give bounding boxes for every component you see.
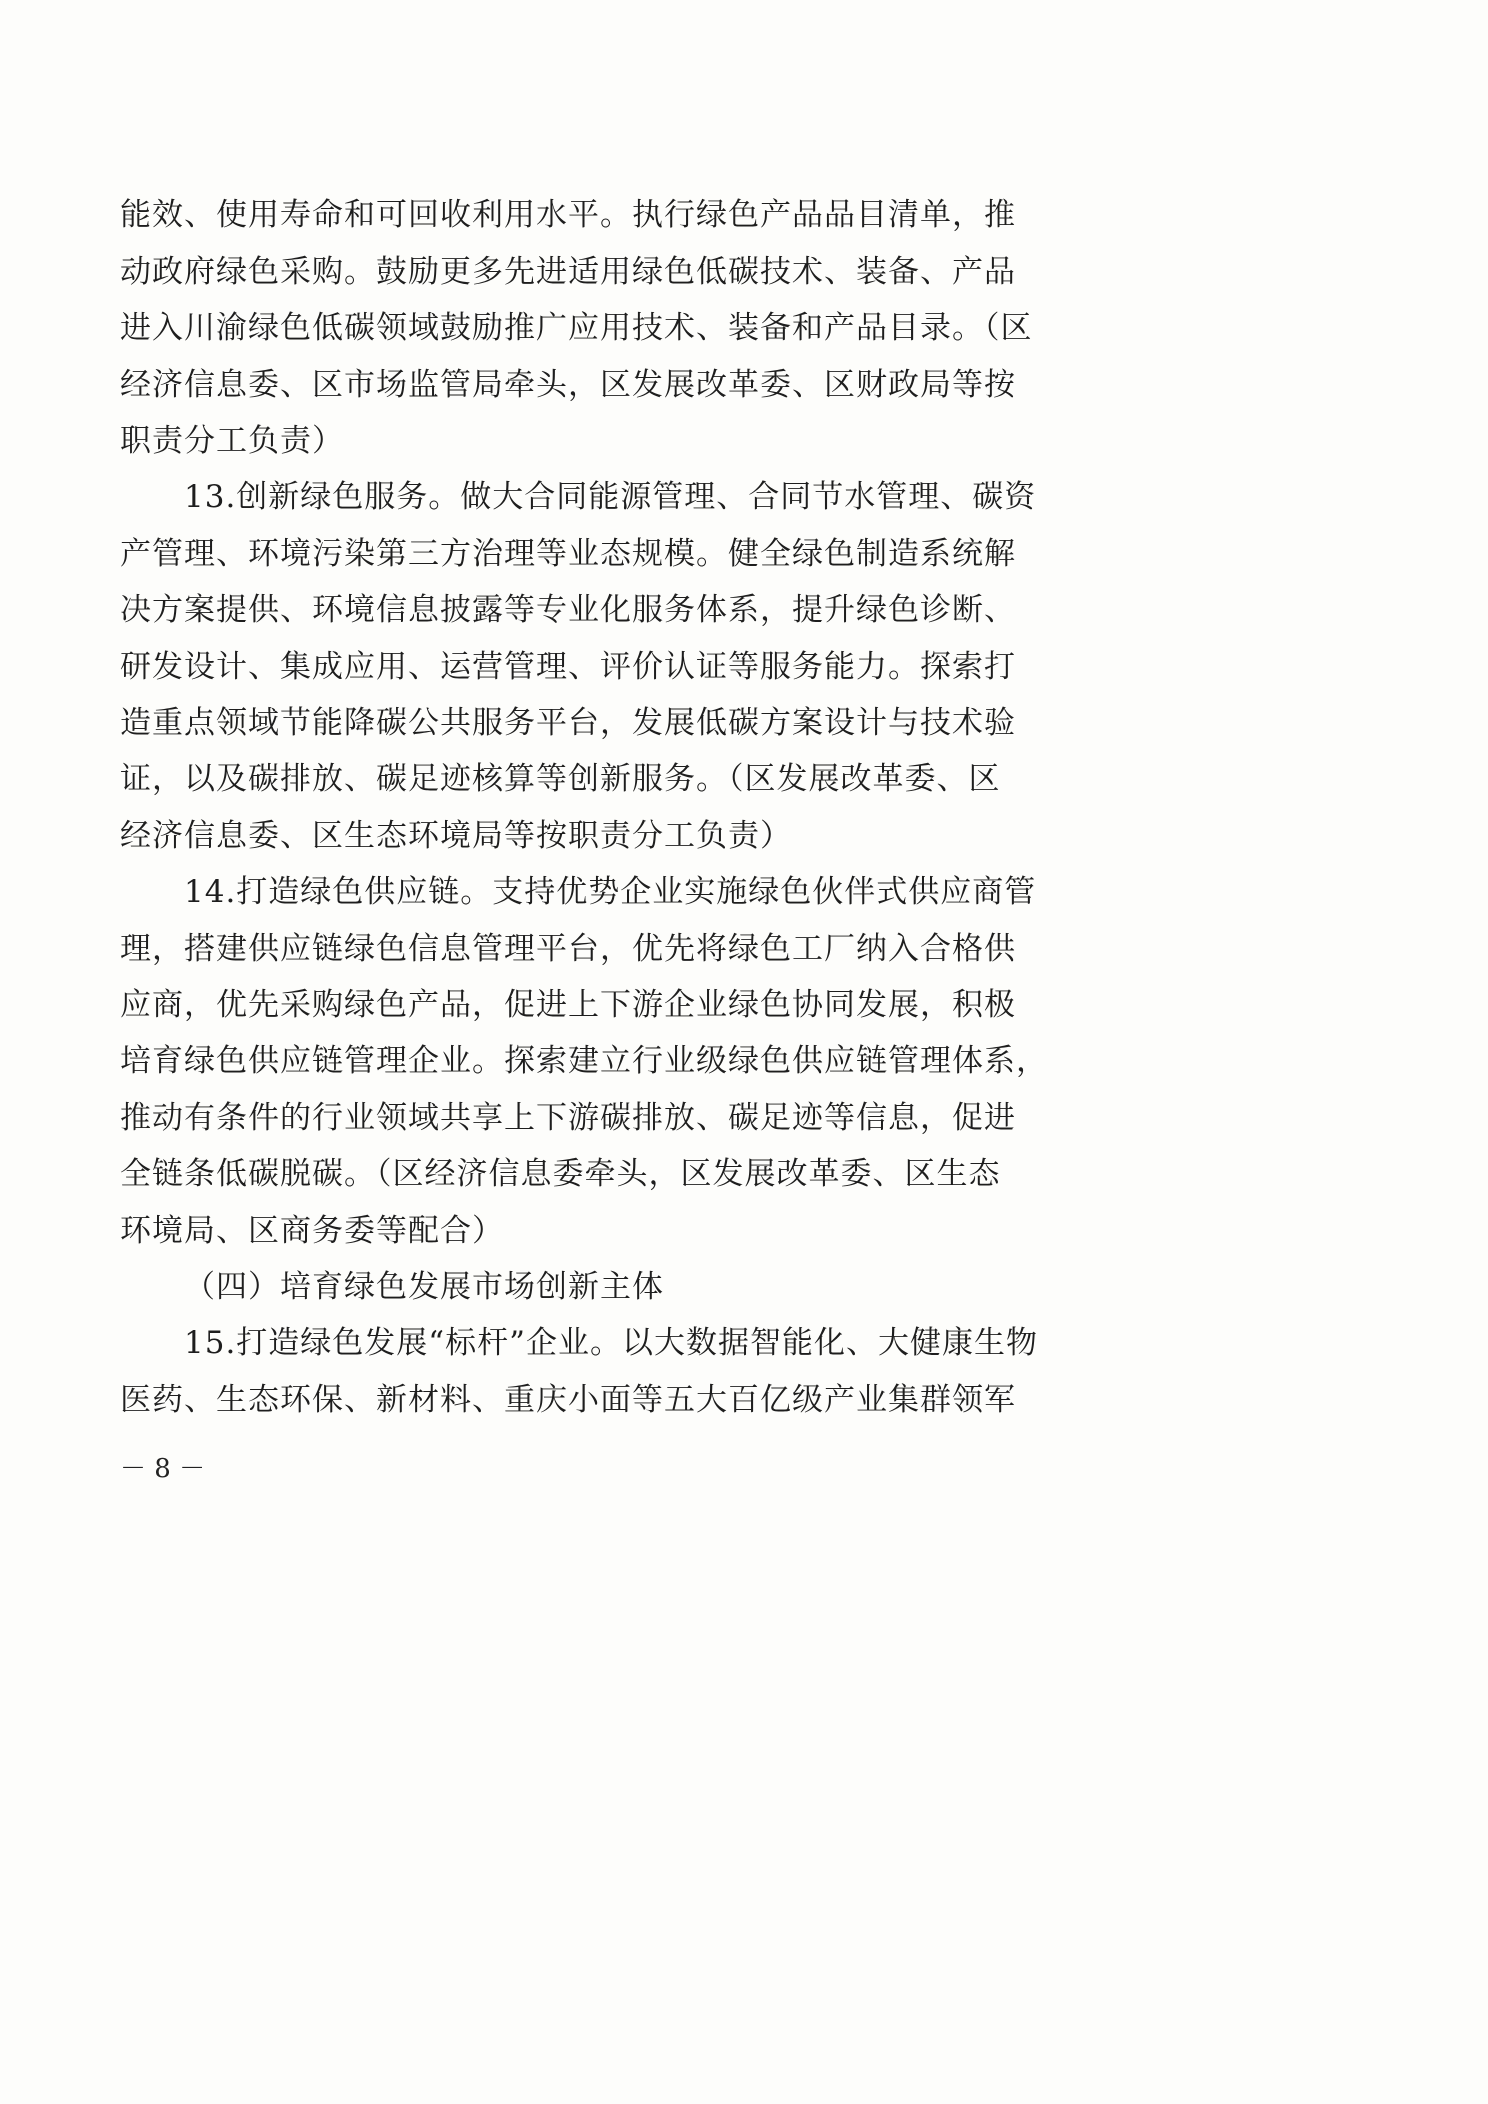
paragraph-line: 能效、使用寿命和可回收利用水平。执行绿色产品品目清单，推 [120,197,1016,233]
paragraph-line: 研发设计、集成应用、运营管理、评价认证等服务能力。探索打 [120,649,1016,685]
paragraph-line: 理，搭建供应链绿色信息管理平台，优先将绿色工厂纳入合格供 [120,931,1016,967]
paragraph-line: 应商，优先采购绿色产品，促进上下游企业绿色协同发展，积极 [120,987,1016,1023]
paragraph-line: 动政府绿色采购。鼓励更多先进适用绿色低碳技术、装备、产品 [120,254,1016,290]
paragraph-line: 造重点领域节能降碳公共服务平台，发展低碳方案设计与技术验 [120,705,1016,741]
paragraph-line: 医药、生态环保、新材料、重庆小面等五大百亿级产业集群领军 [120,1382,1016,1418]
paragraph-line: 培育绿色供应链管理企业。探索建立行业级绿色供应链管理体系， [120,1043,1048,1079]
paragraph-line: 全链条低碳脱碳。（区经济信息委牵头，区发展改革委、区生态 [120,1156,1001,1192]
paragraph-line: 环境局、区商务委等配合） [120,1213,504,1249]
paragraph-line: 14.打造绿色供应链。支持优势企业实施绿色伙伴式供应商管 [184,874,1037,910]
paragraph-line: 进入川渝绿色低碳领域鼓励推广应用技术、装备和产品目录。（区 [120,310,1033,346]
paragraph-line: 推动有条件的行业领域共享上下游碳排放、碳足迹等信息，促进 [120,1100,1016,1136]
paragraph-line: 产管理、环境污染第三方治理等业态规模。健全绿色制造系统解 [120,536,1016,572]
paragraph-line: 经济信息委、区生态环境局等按职责分工负责） [120,818,792,854]
paragraph-line: 职责分工负责） [120,423,344,459]
paragraph-line: 13.创新绿色服务。做大合同能源管理、合同节水管理、碳资 [184,479,1037,515]
paragraph-line: 决方案提供、环境信息披露等专业化服务体系，提升绿色诊断、 [120,592,1016,628]
paragraph-line: 经济信息委、区市场监管局牵头，区发展改革委、区财政局等按 [120,367,1016,403]
section-heading: （四）培育绿色发展市场创新主体 [184,1269,664,1305]
paragraph-line: 证，以及碳排放、碳足迹核算等创新服务。（区发展改革委、区 [120,761,1001,797]
page-number: － 8 － [120,1454,206,1484]
paragraph-line: 15.打造绿色发展“标杆”企业。以大数据智能化、大健康生物 [184,1325,1038,1361]
